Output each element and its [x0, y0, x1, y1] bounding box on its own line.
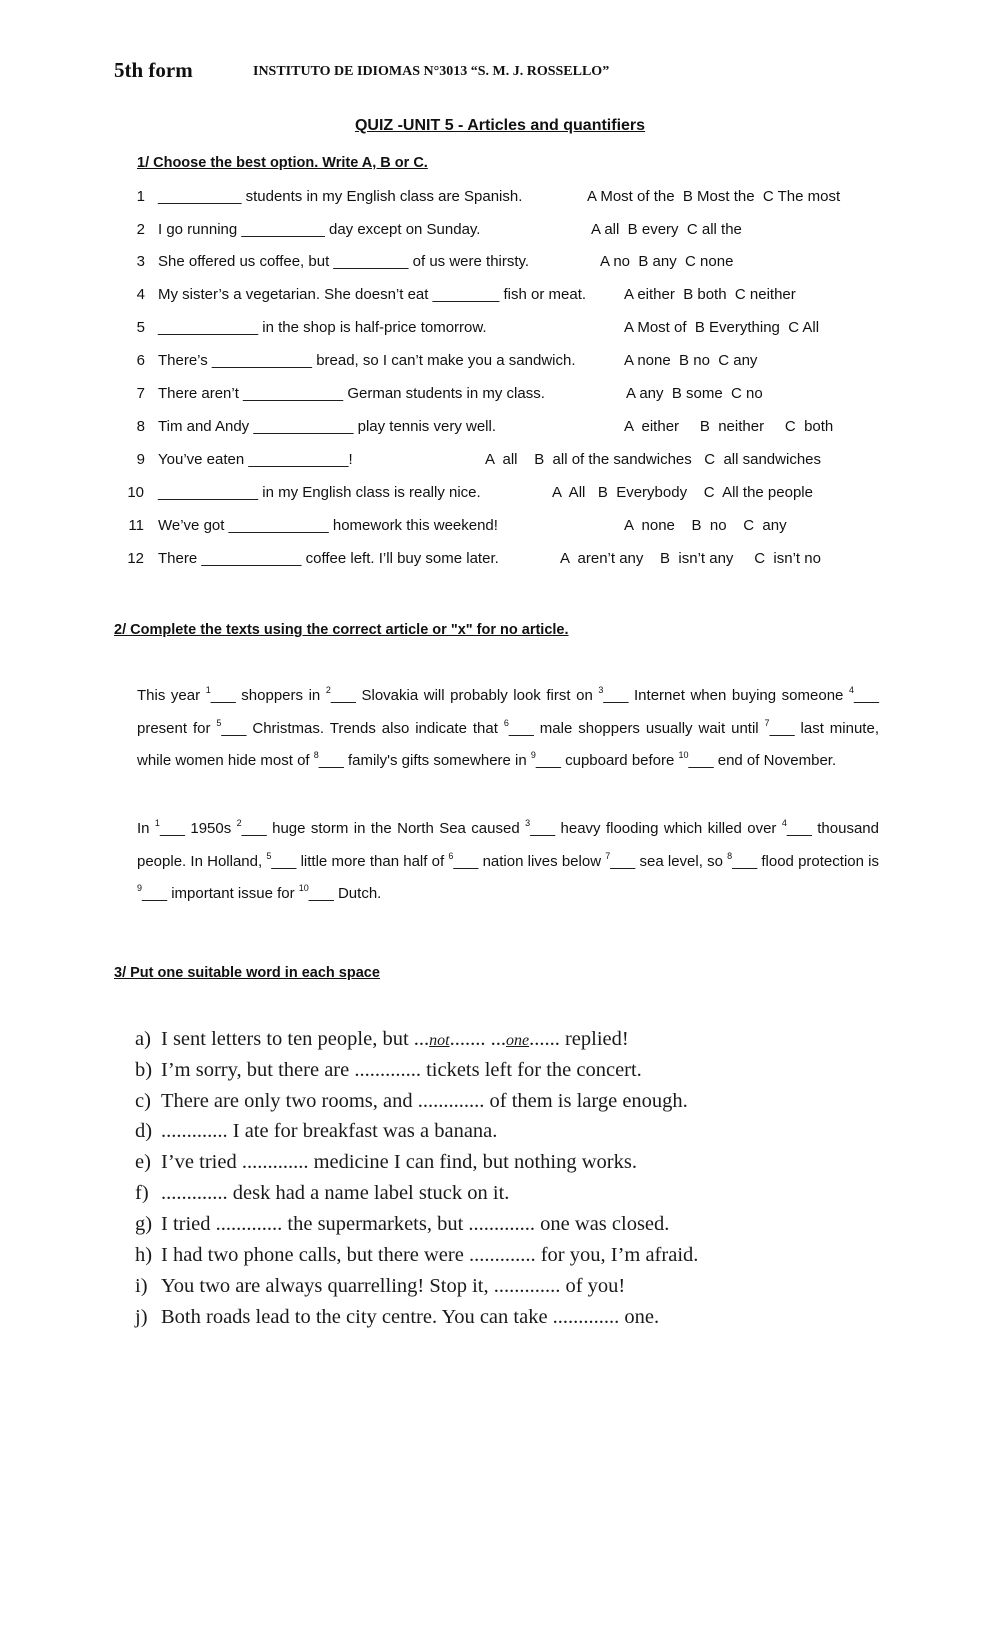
gap-number: 9: [530, 750, 536, 760]
question-number: 6: [136, 352, 145, 369]
gap-number: 10: [678, 750, 689, 760]
exercise-line: [135, 1059, 642, 1082]
written-answer: one: [505, 1032, 530, 1049]
exercise-text: I tried ............. the supermarkets, but ............. one was closed.: [161, 1213, 670, 1235]
paragraph-text: ___ thousand people. In Holland,: [137, 820, 879, 870]
paragraph-text: ___ 1950s: [159, 820, 237, 837]
question-options: A none B no C any: [624, 517, 787, 534]
paragraph-text: ___ sea level, so: [610, 852, 728, 870]
question-text: There’s ____________ bread, so I can’t make you a sandwich.: [158, 352, 576, 369]
paragraph-text: ___ last minute, while women hide most of: [137, 719, 879, 769]
exercise-text: There are only two rooms, and ............. of them is large enough.: [161, 1090, 688, 1112]
question-text: She offered us coffee, but _________ of us were thirsty.: [158, 253, 530, 270]
paragraph-text: ___ Slovakia will probably look first on: [330, 687, 599, 704]
question-number: 9: [136, 451, 145, 468]
paragraph-text: ___ cupboard before: [535, 752, 679, 769]
paragraph-text: ___ nation lives below: [453, 852, 606, 870]
gap-number: 8: [313, 750, 319, 760]
exercise-text: Both roads lead to the city centre. You can take ............. one.: [161, 1306, 660, 1328]
question-number: 4: [136, 286, 145, 303]
paragraph-text: ___ flood protection is: [732, 852, 879, 870]
paragraph-text: In: [137, 820, 155, 837]
paragraph-text: ___ huge storm in the North Sea caused: [241, 820, 526, 837]
question-options: A none B no C any: [624, 352, 758, 369]
gap-number: 6: [503, 717, 509, 728]
exercise-letter: e): [135, 1151, 151, 1173]
exercise-letter: b): [135, 1059, 153, 1081]
paragraph-text: ___ important issue for: [142, 885, 299, 902]
exercise-text: ............. desk had a name label stuck on it.: [161, 1182, 510, 1204]
gap-number: 7: [764, 717, 770, 728]
exercise-text: I’ve tried ............. medicine I can find, but nothing works.: [161, 1151, 637, 1173]
question-number: 10: [127, 484, 144, 501]
gap-number: 5: [216, 717, 222, 728]
exercise-line: [135, 1213, 669, 1236]
section2-heading: 2/ Complete the texts using the correct article or "x" for no article.: [114, 622, 569, 638]
gap-number: 5: [266, 850, 272, 861]
paragraph-text: ___ Dutch.: [308, 885, 382, 902]
exercise-text: ...... replied!: [529, 1028, 629, 1050]
exercise-line: [135, 1244, 698, 1267]
section1-heading: 1/ Choose the best option. Write A, B or C.: [137, 155, 428, 171]
question-text: ____________ in the shop is half-price tomorrow.: [158, 319, 487, 336]
exercise-line: [135, 1306, 659, 1329]
section2-paragraph-1: [137, 680, 879, 778]
exercise-line: [135, 1275, 625, 1298]
question-number: 5: [136, 319, 145, 336]
gap-number: 7: [605, 850, 611, 861]
exercise-line: [135, 1151, 637, 1174]
exercise-letter: d): [135, 1120, 153, 1142]
paragraph-text: ___ Internet when buying someone: [603, 687, 849, 704]
form-label: 5th form: [114, 58, 193, 82]
question-text: I go running __________ day except on Sunday.: [158, 221, 481, 238]
exercise-line: [135, 1090, 688, 1113]
question-text: There aren’t ____________ German students in my class.: [158, 385, 545, 402]
quiz-title: QUIZ -UNIT 5 - Articles and quantifiers: [354, 117, 646, 134]
exercise-letter: c): [135, 1090, 151, 1112]
gap-number: 6: [448, 850, 454, 861]
question-options: A no B any C none: [600, 253, 734, 270]
question-options: A Most of the B Most the C The most: [587, 188, 841, 205]
question-options: A all B every C all the: [591, 221, 742, 238]
exercise-text: ....... ...: [449, 1028, 506, 1050]
question-number: 7: [136, 385, 145, 402]
question-text: There ____________ coffee left. I’ll buy some later.: [158, 550, 499, 567]
exercise-text: I sent letters to ten people, but ...: [161, 1028, 430, 1050]
written-answer: not: [429, 1032, 450, 1049]
exercise-line: [135, 1120, 497, 1143]
gap-number: 3: [525, 818, 531, 828]
gap-number: 2: [236, 818, 242, 828]
exercise-letter: i): [135, 1275, 148, 1297]
question-options: A all B all of the sandwiches C all sandwiches: [485, 451, 821, 468]
gap-number: 2: [325, 685, 331, 695]
exercise-letter: g): [135, 1213, 153, 1235]
exercise-text: I had two phone calls, but there were ............. for you, I’m afraid.: [161, 1244, 699, 1266]
paragraph-text: ___ heavy flooding which killed over: [530, 820, 782, 837]
paragraph-text: ___ little more than half of: [271, 852, 449, 870]
exercise-letter: a): [135, 1028, 151, 1050]
exercise-letter: j): [135, 1306, 148, 1328]
paragraph-text: ___ end of November.: [688, 752, 837, 769]
exercise-text: You two are always quarrelling! Stop it, ............. of you!: [161, 1275, 626, 1297]
gap-number: 9: [137, 883, 143, 893]
gap-number: 3: [598, 685, 604, 695]
question-number: 1: [136, 188, 145, 205]
section2-paragraph-2: [137, 813, 879, 911]
exercise-line: [135, 1028, 629, 1051]
question-options: A any B some C no: [626, 385, 763, 402]
paragraph-text: ___ family's gifts somewhere in: [318, 752, 531, 769]
exercise-letter: h): [135, 1244, 153, 1266]
question-text: You’ve eaten ____________!: [158, 451, 353, 468]
question-number: 3: [136, 253, 145, 270]
gap-number: 1: [154, 818, 160, 828]
gap-number: 4: [848, 685, 854, 695]
gap-number: 4: [781, 818, 787, 828]
question-text: Tim and Andy ____________ play tennis very well.: [158, 418, 496, 435]
gap-number: 10: [298, 883, 309, 893]
paragraph-text: ___ Christmas. Trends also indicate that: [221, 719, 504, 737]
gap-number: 8: [727, 850, 733, 861]
question-text: __________ students in my English class are Spanish.: [158, 188, 523, 205]
exercise-letter: f): [135, 1182, 149, 1204]
question-number: 8: [136, 418, 145, 435]
question-number: 12: [127, 550, 144, 567]
exercise-line: [135, 1182, 509, 1205]
exercise-text: I’m sorry, but there are ............. tickets left for the concert.: [161, 1059, 642, 1081]
paragraph-text: ___ shoppers in: [210, 687, 326, 704]
question-number: 11: [128, 517, 144, 534]
question-options: A aren’t any B isn’t any C isn’t no: [560, 550, 821, 567]
question-options: A either B neither C both: [624, 418, 834, 435]
gap-number: 1: [205, 685, 211, 695]
paragraph-text: ___ present for: [137, 687, 880, 737]
question-text: We’ve got ____________ homework this weekend!: [158, 517, 498, 534]
institute-name: INSTITUTO DE IDIOMAS N°3013 “S. M. J. ROSSELLO”: [253, 64, 610, 79]
section3-heading: 3/ Put one suitable word in each space: [114, 965, 380, 981]
question-options: A All B Everybody C All the people: [552, 484, 813, 501]
paragraph-text: ___ male shoppers usually wait until: [508, 719, 765, 737]
exercise-text: ............. I ate for breakfast was a banana.: [161, 1120, 498, 1142]
question-text: ____________ in my English class is really nice.: [158, 484, 481, 501]
question-number: 2: [136, 221, 145, 238]
question-text: My sister’s a vegetarian. She doesn’t eat ________ fish or meat.: [158, 286, 587, 303]
question-options: A either B both C neither: [624, 286, 796, 303]
question-options: A Most of B Everything C All: [624, 319, 820, 336]
paragraph-text: This year: [137, 687, 206, 704]
